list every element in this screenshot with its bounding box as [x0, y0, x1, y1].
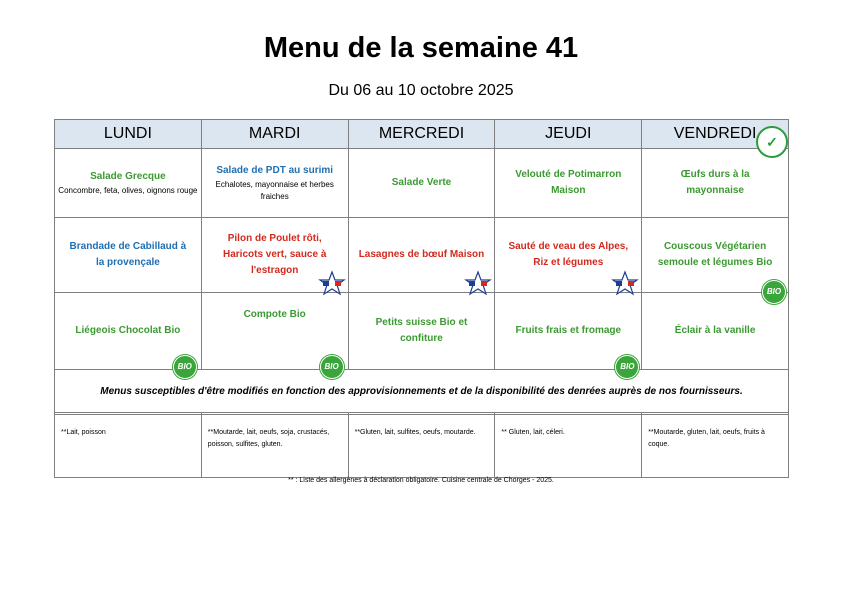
main-thursday — [495, 218, 642, 293]
allergens-monday: **Lait, poisson — [55, 413, 202, 478]
dessert-row — [55, 293, 789, 370]
dish-name: Velouté de Potimarron Maison — [515, 169, 622, 196]
dish-name: Éclair à la vanille — [674, 325, 756, 336]
allergens-wednesday: **Gluten, lait, sulfites, oeufs, moutarde. — [348, 413, 495, 478]
day-header-friday — [642, 120, 789, 149]
dish-name: Couscous Végétarien semoule et légumes Bio — [657, 241, 773, 268]
dessert-thursday — [495, 293, 642, 370]
dish-name: Salade Verte — [391, 177, 452, 188]
bio-badge-icon: BIO — [320, 355, 344, 379]
starter-row — [55, 149, 789, 218]
day-header-friday-label: VENDREDI — [673, 125, 757, 142]
dish-name: Salade Grecque — [90, 171, 166, 182]
day-header-wednesday: MERCREDI — [348, 120, 495, 149]
allergens-row — [55, 413, 789, 478]
days-header-row — [55, 120, 789, 149]
main-friday — [642, 218, 789, 296]
dessert-friday — [642, 293, 789, 370]
allergens-tuesday: **Moutarde, lait, oeufs, soja, crustacés, poisson, sulfites, gluten. — [201, 413, 348, 478]
dish-name: Liégeois Chocolat Bio — [75, 325, 181, 336]
vegetarian-label-icon: ✓ — [756, 126, 788, 158]
main-monday — [55, 218, 202, 293]
dessert-wednesday — [348, 293, 495, 370]
dish-name: Sauté de veau des Alpes, Riz et légumes — [508, 241, 629, 268]
bio-badge-icon: BIO — [173, 355, 197, 379]
allergens-thursday: ** Gluten, lait, céleri. — [495, 413, 642, 478]
dish-details: Echalotes, mayonnaise et herbes fraiches — [215, 180, 334, 201]
dish-name: Fruits frais et fromage — [515, 325, 622, 336]
dish-details: Concombre, feta, olives, oignons rouge — [58, 186, 198, 195]
page-title: Menu de la semaine 41 — [263, 32, 579, 64]
dish-name: Brandade de Cabillaud à la provençale — [69, 241, 187, 268]
bio-badge-icon: BIO — [762, 280, 786, 304]
bio-badge-icon: BIO — [615, 355, 639, 379]
allergens-table — [54, 412, 789, 478]
disclaimer-note: Menus susceptibles d'être modifiés en fonction des approvisionnements et de la disponibilité des denrées auprès de nos fournisseurs. — [55, 370, 789, 415]
starter-thursday — [495, 149, 642, 218]
disclaimer-row — [55, 370, 789, 415]
main-tuesday — [201, 218, 348, 293]
dish-name: Petits suisse Bio et confiture — [375, 317, 468, 344]
main-course-row — [55, 218, 789, 293]
date-range: Du 06 au 10 octobre 2025 — [328, 82, 514, 99]
day-header-thursday: JEUDI — [495, 120, 642, 149]
dessert-tuesday — [201, 293, 348, 370]
day-header-monday: LUNDI — [55, 120, 202, 149]
dish-name: Compote Bio — [243, 309, 306, 320]
dish-name: Pilon de Poulet rôti, Haricots vert, sauce à l'estragon — [223, 233, 327, 276]
allergens-footnote: ** : Liste des allergènes à déclaration obligatoire. Cuisine centrale de Chorges - 2025. — [288, 477, 554, 484]
main-wednesday — [348, 218, 495, 293]
starter-friday — [642, 149, 789, 218]
starter-tuesday — [201, 149, 348, 218]
starter-monday — [55, 149, 202, 218]
allergens-friday: **Moutarde, gluten, lait, oeufs, fruits à coque. — [642, 413, 789, 478]
starter-wednesday — [348, 149, 495, 218]
dish-name: Lasagnes de bœuf Maison — [358, 249, 485, 260]
dish-name: Œufs durs à la mayonnaise — [680, 169, 750, 196]
day-header-tuesday: MARDI — [201, 120, 348, 149]
weekly-menu-table — [54, 119, 789, 415]
dish-name: Salade de PDT au surimi — [216, 165, 334, 176]
dessert-monday — [55, 293, 202, 370]
